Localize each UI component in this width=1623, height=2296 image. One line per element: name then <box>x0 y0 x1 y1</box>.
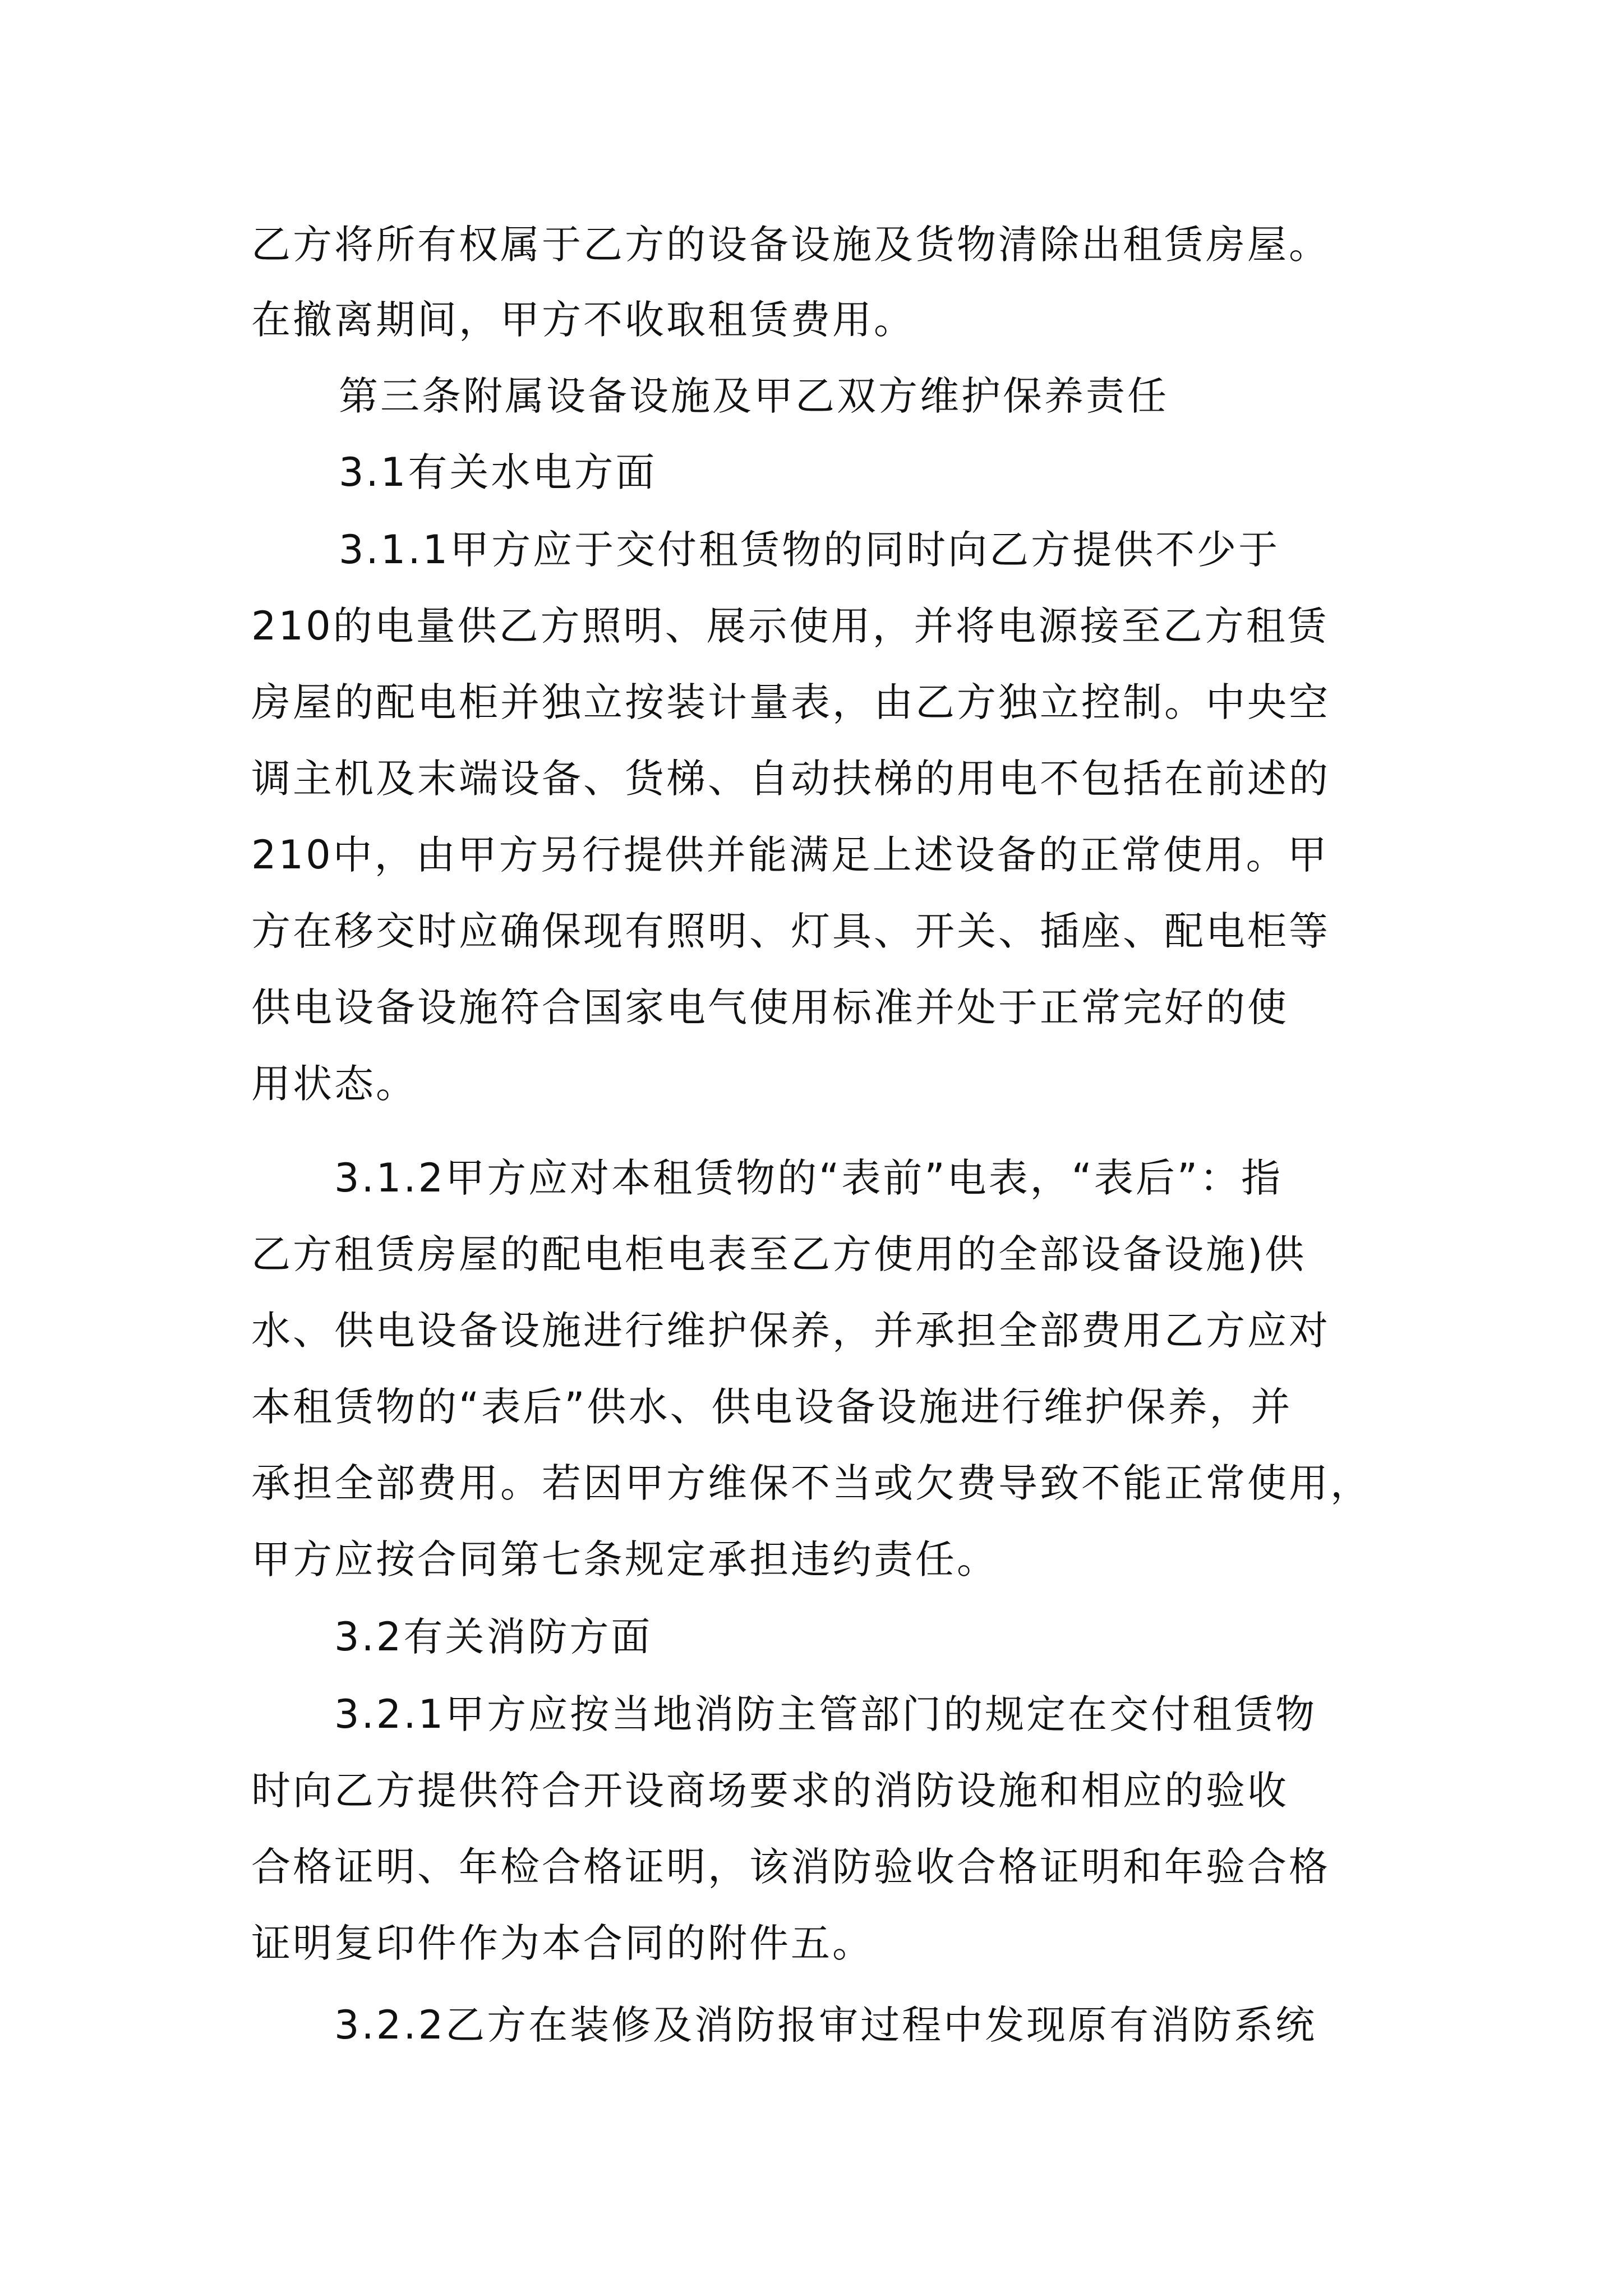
paragraph-line: 承担全部费用。若因甲方维保不当或欠费导致不能正常使用， <box>251 1460 1372 1506</box>
paragraph-line: 在撤离期间，甲方不收取租赁费用。 <box>251 297 915 343</box>
paragraph-line: 3.2.1甲方应按当地消防主管部门的规定在交付租赁物 <box>334 1691 1317 1737</box>
subsection-heading: 3.2有关消防方面 <box>334 1614 653 1660</box>
section-heading: 第三条附属设备设施及甲乙双方维护保养责任 <box>339 373 1169 419</box>
paragraph-line: 用状态。 <box>251 1061 417 1107</box>
paragraph-line: 房屋的配电柜并独立按装计量表，由乙方独立控制。中央空 <box>251 679 1330 725</box>
paragraph-line: 3.2.2乙方在装修及消防报审过程中发现原有消防系统 <box>334 2002 1317 2048</box>
paragraph-line: 3.1.2甲方应对本租赁物的“表前”电表，“表后”：指 <box>334 1155 1283 1201</box>
paragraph-line: 证明复印件作为本合同的附件五。 <box>251 1920 874 1966</box>
paragraph-line: 乙方租赁房屋的配电柜电表至乙方使用的全部设备设施)供 <box>251 1231 1307 1277</box>
paragraph-line: 合格证明、年检合格证明，该消防验收合格证明和年验合格 <box>251 1844 1330 1890</box>
paragraph-line: 甲方应按合同第七条规定承担违约责任。 <box>251 1536 998 1582</box>
paragraph-line: 调主机及末端设备、货梯、自动扶梯的用电不包括在前述的 <box>251 756 1330 802</box>
paragraph-line: 方在移交时应确保现有照明、灯具、开关、插座、配电柜等 <box>251 908 1330 954</box>
paragraph-line: 乙方将所有权属于乙方的设备设施及货物清除出租赁房屋。 <box>251 222 1330 268</box>
subsection-heading: 3.1有关水电方面 <box>339 449 657 495</box>
paragraph-line: 210的电量供乙方照明、展示使用，并将电源接至乙方租赁 <box>251 603 1329 649</box>
paragraph-line: 时向乙方提供符合开设商场要求的消防设施和相应的验收 <box>251 1768 1289 1814</box>
paragraph-line: 水、供电设备设施进行维护保养，并承担全部费用乙方应对 <box>251 1308 1330 1354</box>
paragraph-line: 210中，由甲方另行提供并能满足上述设备的正常使用。甲 <box>251 832 1329 878</box>
paragraph-line: 供电设备设施符合国家电气使用标准并处于正常完好的使 <box>251 984 1289 1030</box>
paragraph-line: 3.1.1甲方应于交付租赁物的同时向乙方提供不少于 <box>339 527 1280 573</box>
paragraph-line: 本租赁物的“表后”供水、供电设备设施进行维护保养，并 <box>251 1384 1293 1430</box>
